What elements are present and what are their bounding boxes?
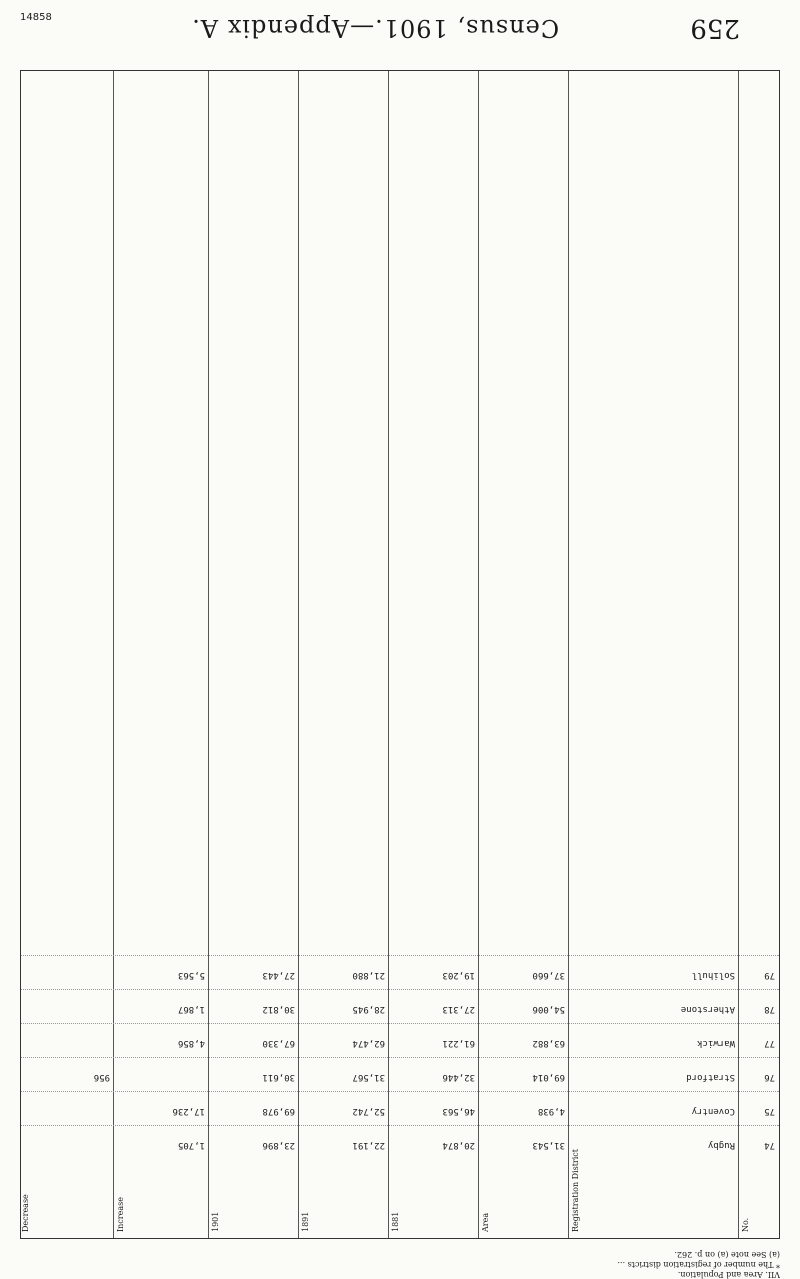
table-cell: 20,874: [442, 1140, 475, 1150]
column-header: Decrease: [21, 1194, 30, 1232]
table-cell: 75: [764, 1106, 775, 1116]
table-cell: 74: [764, 1140, 775, 1150]
table-cell: 76: [764, 1072, 775, 1082]
table-cell: 54,006: [532, 1004, 565, 1014]
column-header: 1891: [301, 1211, 310, 1232]
table-cell: 77: [764, 1038, 775, 1048]
notes: [20, 1243, 780, 1279]
note-0: * The number of registration districts ...: [617, 1260, 780, 1269]
table-cell: 46,563: [442, 1106, 475, 1116]
table-cell: 4,856: [177, 1038, 205, 1048]
table-cell: 52,742: [352, 1106, 385, 1116]
table-cell: 27,443: [262, 970, 295, 980]
page-header: [60, 8, 740, 48]
table-cell: Atherstone: [680, 1004, 735, 1014]
table-cell: 4,938: [537, 1106, 565, 1116]
table-cell: 62,474: [352, 1038, 385, 1048]
table-cell: 69,014: [532, 1072, 565, 1082]
table-cell: 69,978: [262, 1106, 295, 1116]
table-cell: Solihull: [691, 970, 735, 980]
table-cell: 32,446: [442, 1072, 475, 1082]
table-cell: 31,543: [532, 1140, 565, 1150]
column-header: 1881: [391, 1211, 400, 1232]
table-row: [21, 989, 779, 1022]
page-title: Census, 1901.—Appendix A.: [191, 14, 560, 42]
table-cell: 21,880: [352, 970, 385, 980]
table-cell: Coventry: [691, 1106, 735, 1116]
table-cell: 23,896: [262, 1140, 295, 1150]
table-cell: 31,567: [352, 1072, 385, 1082]
table-cell: 27,313: [442, 1004, 475, 1014]
column-header: Increase: [116, 1197, 125, 1232]
table-cell: 37,660: [532, 970, 565, 980]
table-cell: 30,611: [262, 1072, 295, 1082]
table-row: [21, 1023, 779, 1056]
table-cell: Stratford: [686, 1072, 735, 1082]
table-cell: 67,330: [262, 1038, 295, 1048]
table-cell: 1,867: [177, 1004, 205, 1014]
table-cell: 19,203: [442, 970, 475, 980]
page-number: 259: [690, 13, 740, 43]
note-1: (a) See note (a) on p. 262.: [674, 1250, 780, 1259]
table-cell: 78: [764, 1004, 775, 1014]
section-title: VII. Area and Population.: [677, 1270, 780, 1279]
table-row: [21, 1057, 779, 1090]
table-cell: 956: [93, 1072, 110, 1082]
column-header: Registration District: [571, 1148, 580, 1232]
table-cell: 79: [764, 970, 775, 980]
table-cell: 17,236: [172, 1106, 205, 1116]
document-id: 14858: [20, 12, 52, 23]
table-row: [21, 955, 779, 988]
table-cell: 1,705: [177, 1140, 205, 1150]
table-cell: 28,945: [352, 1004, 385, 1014]
column-header: No.: [741, 1217, 750, 1232]
table-cell: 5,563: [177, 970, 205, 980]
table-cell: Rugby: [707, 1140, 735, 1150]
column-header: 1901: [211, 1211, 220, 1232]
table-cell: Warwick: [697, 1038, 735, 1048]
table-cell: 22,191: [352, 1140, 385, 1150]
table-cell: 30,812: [262, 1004, 295, 1014]
table-cell: 61,221: [442, 1038, 475, 1048]
table-cell: 63,882: [532, 1038, 565, 1048]
table-row: [21, 1125, 779, 1158]
column-header: Area: [481, 1212, 490, 1232]
population-table: [20, 70, 780, 1239]
table-row: [21, 1091, 779, 1124]
